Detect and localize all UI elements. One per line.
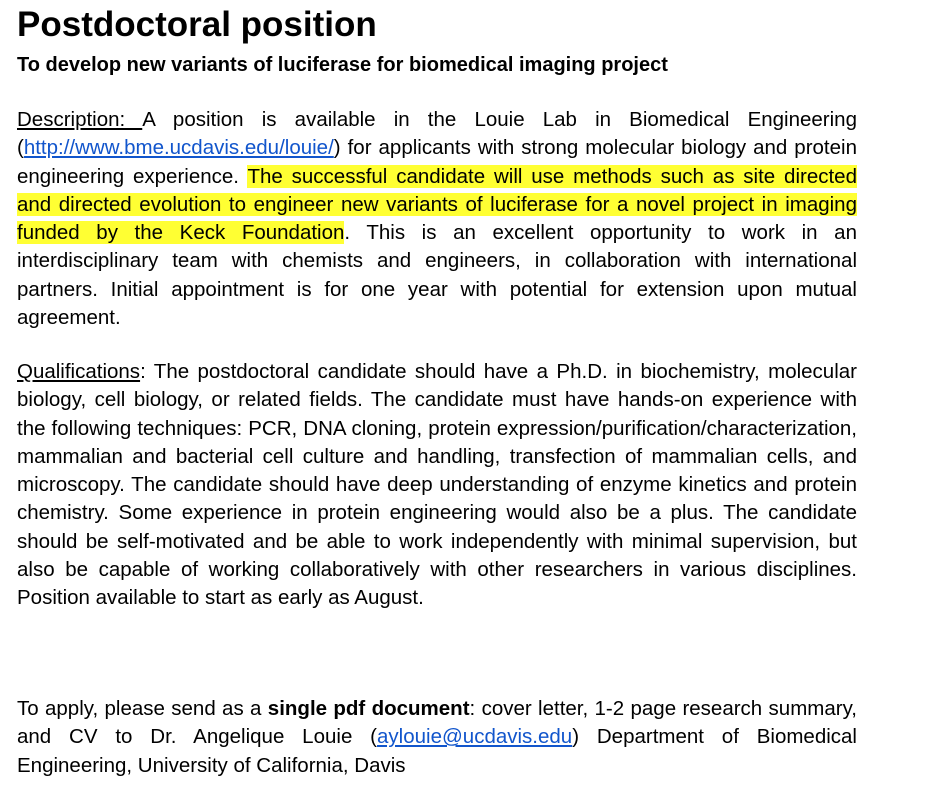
page-subtitle: To develop new variants of luciferase for biomedical imaging project xyxy=(17,54,668,76)
qualifications-label: Qualifications xyxy=(17,360,141,383)
description-label: Description: xyxy=(17,108,143,131)
description-text-1: A position is available in the Louie Lab in Biomedical Engineering ( xyxy=(17,108,857,160)
description-text-2: ) for applicants with strong molecular biology and protein engineering experience. xyxy=(17,136,857,188)
page-title: Postdoctoral position xyxy=(17,5,377,44)
lab-website-link[interactable]: http://www.bme.ucdavis.edu/louie/ xyxy=(23,136,334,160)
apply-paragraph xyxy=(17,695,857,780)
apply-text-2: : cover letter, 1-2 page research summary, and CV to Dr. Angelique Louie ( xyxy=(17,697,858,749)
apply-text-3: ) Department of Biomedical Engineering, University of California, Davis xyxy=(17,725,857,777)
qualifications-paragraph xyxy=(17,358,857,613)
description-paragraph xyxy=(17,106,857,332)
highlighted-text: The successful candidate will use methods such as site directed and directed evolution to engineer new variants of luciferase for a novel project in imaging funded by the Keck Foundation xyxy=(17,164,857,245)
apply-bold-text: single pdf document xyxy=(267,697,470,720)
qualifications-text: : The postdoctoral candidate should have a Ph.D. in biochemistry, molecular biology, cell biology, or related fields. The candidate must have hands-on experience with the following techniques: PCR, DNA cloning, protein expression/purification/characterization, mammalian and bacterial cell culture and handling, transfection of mammalian cells, and microscopy. The candidate should have deep understanding of enzyme kinetics and protein chemistry. Some experience in protein engineering would also be a plus. The candidate should be self-motivated and be able to work independently with minimal supervision, but also be capable of working collaboratively with other researchers in various disciplines. Position available to start as early as August. xyxy=(17,360,857,610)
apply-text-1: To apply, please send as a xyxy=(17,697,268,720)
description-text-3: . This is an excellent opportunity to work in an interdisciplinary team with chemists and engineers, in collaboration with international partners. Initial appointment is for one year with potential for extension upon mutual agreement. xyxy=(17,221,857,330)
contact-email-link[interactable]: aylouie@ucdavis.edu xyxy=(377,725,573,749)
